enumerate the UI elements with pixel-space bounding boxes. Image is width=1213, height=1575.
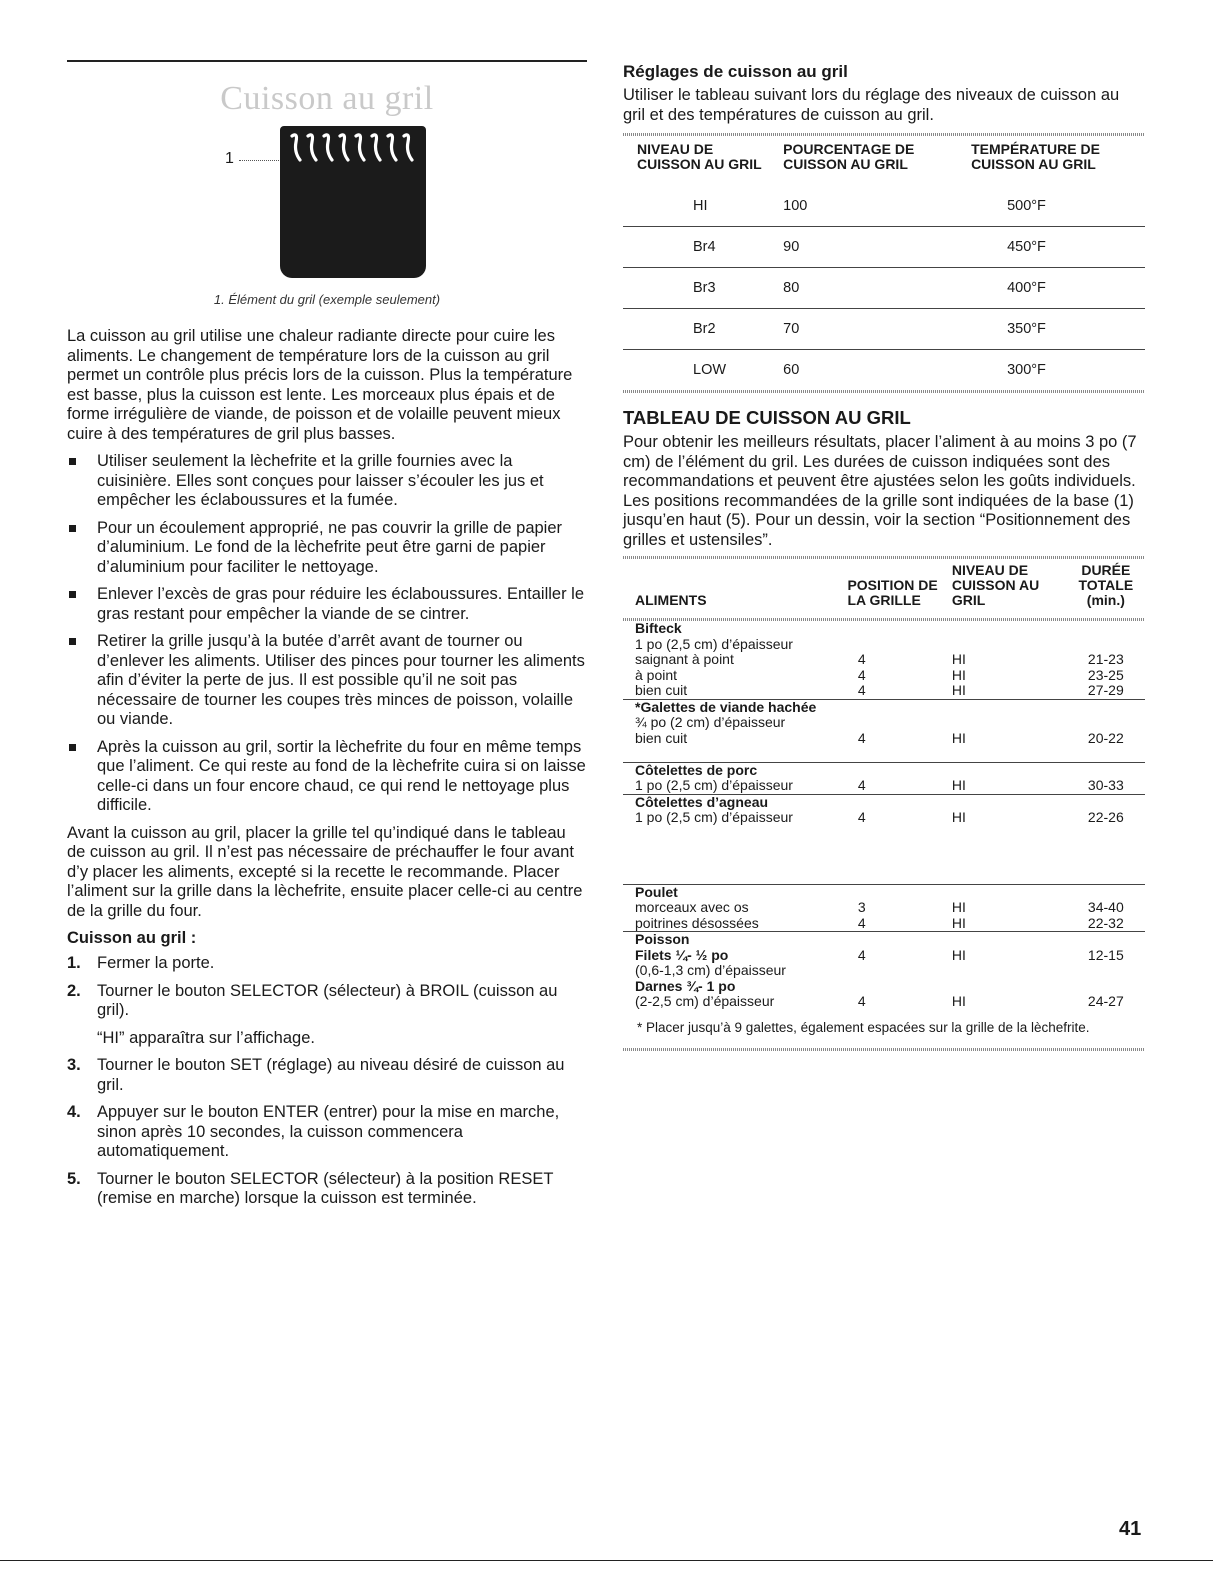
step-item (67, 1103, 587, 1162)
food-group-cell (1067, 932, 1145, 1010)
food-group-cell (858, 762, 952, 794)
settings-cell: 60 (783, 362, 800, 378)
column-header-food: ALIMENTS (635, 592, 707, 608)
food-detail: 1 po (2,5 cm) d’épaisseur (635, 809, 793, 825)
broil-level: HI (951, 809, 966, 825)
food-detail: (2-2,5 cm) d’épaisseur (635, 993, 775, 1009)
food-name: Bifteck (635, 620, 682, 636)
settings-row (623, 227, 1145, 268)
page-number: 41 (1119, 1518, 1142, 1540)
broil-level: HI (951, 682, 966, 698)
broil-element-figure (67, 124, 587, 284)
step-text: Fermer la porte. (97, 954, 215, 972)
settings-cell: 350°F (957, 309, 1145, 350)
step-number: 2. (67, 981, 81, 1000)
heating-coil-icon (280, 126, 426, 278)
broil-element-illustration (280, 126, 426, 278)
food-group-cell (952, 794, 1067, 884)
step-note: “HI” apparaîtra sur l’affichage. (97, 1028, 315, 1047)
steps-heading: Cuisson au gril : (67, 929, 197, 947)
broil-level (952, 979, 1067, 995)
settings-cell: 90 (769, 227, 957, 268)
cook-time: 30-33 (1087, 777, 1124, 793)
food-group-row (623, 932, 1145, 1010)
food-group-cell (623, 762, 858, 794)
tip-item: Pour un écoulement approprié, ne pas couvrir la grille de papier d’aluminium. Le fond de la lèchefrite peut être garni de papier d’aluminium pour faciliter le nettoyage. (67, 519, 587, 578)
food-detail: Filets ¼- ½ po (635, 946, 729, 963)
food-group-cell (952, 699, 1067, 762)
step-number: 5. (67, 1169, 81, 1188)
section-title: Cuisson au gril (220, 80, 434, 117)
broil-cooking-table (623, 559, 1145, 618)
broil-level (952, 746, 1067, 762)
food-group-cell (858, 884, 952, 932)
settings-row (623, 268, 1145, 309)
rack-position: 4 (857, 651, 866, 667)
food-detail: morceaux avec os (635, 899, 749, 915)
food-group-cell (1067, 699, 1145, 762)
settings-cell: 300°F (1007, 362, 1046, 378)
step-text: Appuyer sur le bouton ENTER (entrer) pour la mise en marche, sinon après 10 secondes, la cuisson commencera automatiquement. (97, 1103, 560, 1160)
rack-position (858, 979, 952, 995)
tip-item: Retirer la grille jusqu’à la butée d’arrêt avant de tourner ou d’enlever les aliments. Utiliser des pinces pour tourner les aliments afin d’éviter la perte de jus. Il est possible qu’il ne soit pas nécessaire de tourner les coupes très minces de poisson, volaille ou viande. (67, 632, 587, 730)
column-header: POURCENTAGE DE CUISSON AU GRIL (783, 141, 915, 172)
column-header-level: NIVEAU DE CUISSON AU GRIL (951, 562, 1040, 608)
rack-position: 4 (857, 914, 866, 931)
food-group-cell (623, 884, 858, 932)
figure-callout-number: 1 (225, 150, 234, 167)
food-group-cell (952, 621, 1067, 699)
settings-cell: Br2 (623, 309, 769, 350)
broil-level: HI (951, 946, 966, 963)
settings-cell: Br3 (623, 268, 769, 309)
settings-intro: Utiliser le tableau suivant lors du réglage des niveaux de cuisson au gril et des températures de cuisson au gril. (623, 86, 1120, 124)
rack-position (858, 746, 952, 762)
step-item (67, 954, 587, 974)
cook-time: 34-40 (1087, 899, 1124, 915)
cook-time: 12-15 (1087, 946, 1124, 963)
broil-level: HI (951, 651, 966, 667)
cooking-chart-intro: Pour obtenir les meilleurs résultats, placer l’aliment à au moins 3 po (7 cm) de l’élément du gril. Les durées de cuisson indiquées sont des recommandations et peuvent être ajustées selon les goûts individuels. Les positions recommandées de la grille sont indiquées de la base (1) jusqu’en haut (5). Pour un dessin, voir la section “Positionnement des grilles et ustensiles”. (623, 433, 1137, 549)
broil-level: HI (951, 729, 966, 746)
settings-row (623, 350, 1145, 391)
column-header: TEMPÉRATURE DE CUISSON AU GRIL (971, 141, 1100, 172)
food-group-cell (1067, 621, 1145, 699)
food-detail: bien cuit (635, 729, 688, 746)
rack-position: 4 (857, 777, 866, 793)
food-detail: à point (635, 666, 678, 683)
food-group-cell (858, 932, 952, 1010)
broil-level: HI (951, 899, 966, 915)
settings-cell: 400°F (957, 268, 1145, 309)
cook-time (1067, 963, 1145, 979)
cook-time: 22-26 (1087, 809, 1124, 825)
food-group-cell (1067, 794, 1145, 884)
column-header: NIVEAU DE CUISSON AU GRIL (637, 141, 762, 172)
food-group-row (623, 794, 1145, 884)
before-broiling-paragraph: Avant la cuisson au gril, placer la grille tel qu’indiqué dans le tableau de cuisson au gril. Il n’est pas nécessaire de préchauffer le four avant d’y placer les aliments, excepté si la recette le recommande. Placer l’aliment sur la grille dans la lèchefrite, ensuite placer celle-ci au centre de la grille du four. (67, 823, 583, 920)
step-number: 1. (67, 954, 81, 972)
rack-position: 4 (857, 666, 866, 683)
rack-position: 3 (857, 899, 866, 915)
broil-settings-table (623, 136, 1145, 390)
settings-heading: Réglages de cuisson au gril (623, 62, 848, 81)
food-group-row (623, 884, 1145, 932)
step-text: Tourner le bouton SET (réglage) au niveau désiré de cuisson au gril. (97, 1056, 565, 1094)
food-name: Côtelettes de porc (635, 761, 758, 778)
food-group-cell (952, 762, 1067, 794)
food-name: Poulet (635, 883, 678, 900)
settings-row (623, 309, 1145, 350)
broil-level: HI (951, 666, 966, 683)
rack-position: 4 (857, 809, 866, 825)
food-group-cell (623, 621, 858, 699)
tips-list (67, 452, 587, 816)
settings-row (623, 186, 1145, 227)
settings-cell: 70 (769, 309, 957, 350)
tip-item: Utiliser seulement la lèchefrite et la grille fournies avec la cuisinière. Elles sont conçues pour laisser s’écouler les jus et empêcher les éclaboussures et la fumée. (67, 452, 587, 511)
settings-cell: Br4 (623, 227, 769, 268)
figure-caption: 1. Élément du gril (exemple seulement) (213, 292, 441, 307)
cook-time: 22-32 (1087, 914, 1124, 931)
broil-level: HI (951, 777, 966, 793)
settings-cell: HI (623, 186, 769, 227)
food-group-row (623, 699, 1145, 762)
broil-cooking-table-body (623, 621, 1145, 1010)
top-rule (67, 60, 587, 62)
settings-cell: 450°F (957, 227, 1145, 268)
step-text: Tourner le bouton SELECTOR (sélecteur) à la position RESET (remise en marche) lorsque la cuisson est terminée. (97, 1169, 554, 1207)
cook-time: 20-22 (1087, 729, 1124, 746)
column-header-time: DURÉE TOTALE (min.) (1078, 562, 1134, 608)
food-detail: 1 po (2,5 cm) d’épaisseur (635, 635, 793, 652)
cook-time: 21-23 (1087, 651, 1124, 667)
food-group-cell (1067, 884, 1145, 932)
food-group-cell (1067, 762, 1145, 794)
food-detail: Darnes ¾- 1 po (635, 977, 736, 994)
step-text: Tourner le bouton SELECTOR (sélecteur) à BROIL (cuisson au gril). (97, 981, 558, 1019)
hatched-rule (623, 390, 1145, 393)
food-group-cell (858, 794, 952, 884)
broil-level (952, 963, 1067, 979)
cook-time (1067, 746, 1145, 762)
step-item (67, 1056, 587, 1095)
food-group-cell (952, 932, 1067, 1010)
tip-item: Après la cuisson au gril, sortir la lèchefrite du four en même temps que l’aliment. Ce qui reste au fond de la lèchefrite cuira si on laisse celle-ci dans un four encore chaud, ce qui rend le nettoyage plus difficile. (67, 738, 587, 816)
food-group-cell (858, 699, 952, 762)
food-group-row (623, 762, 1145, 794)
food-detail: poitrines désossées (635, 914, 759, 931)
rack-position: 4 (857, 993, 866, 1009)
food-name: *Galettes de viande hachée (635, 698, 817, 715)
cooking-chart-heading: TABLEAU DE CUISSON AU GRIL (623, 407, 911, 428)
rack-position (858, 963, 952, 979)
right-column (623, 62, 1145, 1051)
cook-time: 27-29 (1087, 682, 1124, 698)
settings-cell: 80 (769, 268, 957, 309)
step-item (67, 982, 587, 1049)
food-detail: 1 po (2,5 cm) d’épaisseur (635, 777, 793, 793)
food-group-cell (858, 621, 952, 699)
hatched-rule (623, 1048, 1145, 1051)
rack-position: 4 (857, 946, 866, 963)
intro-paragraph: La cuisson au gril utilise une chaleur radiante directe pour cuire les aliments. Le changement de température lors de la cuisson au gril permet un contrôle plus précis lors de la cuisson. Plus la température est basse, plus la cuisson est lente. Les morceaux plus épais et de forme irrégulière de viande, de poisson et de volaille peuvent mieux cuire à des températures de gril plus basses. (67, 327, 573, 443)
tip-item: Enlever l’excès de gras pour réduire les éclaboussures. Entailler le gras restant pour empêcher la viande de se cintrer. (67, 585, 587, 624)
food-name: Poisson (635, 931, 690, 947)
broil-level: HI (951, 914, 966, 931)
settings-cell: 500°F (957, 186, 1145, 227)
left-column (67, 60, 587, 1217)
food-detail: ¾ po (2 cm) d’épaisseur (635, 714, 786, 730)
footnote: * Placer jusqu’à 9 galettes, également espacées sur la grille de la lèchefrite. (637, 1019, 1090, 1035)
rack-position: 4 (857, 682, 866, 698)
food-group-cell (952, 884, 1067, 932)
column-header-position: POSITION DE LA GRILLE (847, 577, 938, 608)
broil-level (952, 637, 1067, 653)
food-group-cell (623, 794, 858, 884)
food-detail: (0,6-1,3 cm) d’épaisseur (635, 962, 786, 978)
food-group-cell (623, 932, 858, 1010)
rack-position: 4 (857, 729, 866, 746)
food-group-row (623, 621, 1145, 699)
cook-time: 24-27 (1087, 993, 1124, 1009)
broil-level: HI (951, 993, 966, 1009)
settings-cell: LOW (693, 362, 727, 378)
step-number: 3. (67, 1056, 81, 1074)
cook-time (1067, 979, 1145, 995)
food-detail: bien cuit (635, 682, 688, 698)
settings-cell: 100 (769, 186, 957, 227)
step-item (67, 1170, 587, 1209)
bottom-rule (0, 1560, 1213, 1561)
food-name: Côtelettes d’agneau (635, 793, 769, 810)
cook-time: 23-25 (1087, 666, 1124, 683)
step-number: 4. (67, 1103, 81, 1121)
steps-list (67, 954, 587, 1209)
food-detail: saignant à point (635, 651, 734, 667)
food-group-cell (623, 699, 858, 762)
rack-position (858, 637, 952, 653)
cook-time (1067, 637, 1145, 653)
